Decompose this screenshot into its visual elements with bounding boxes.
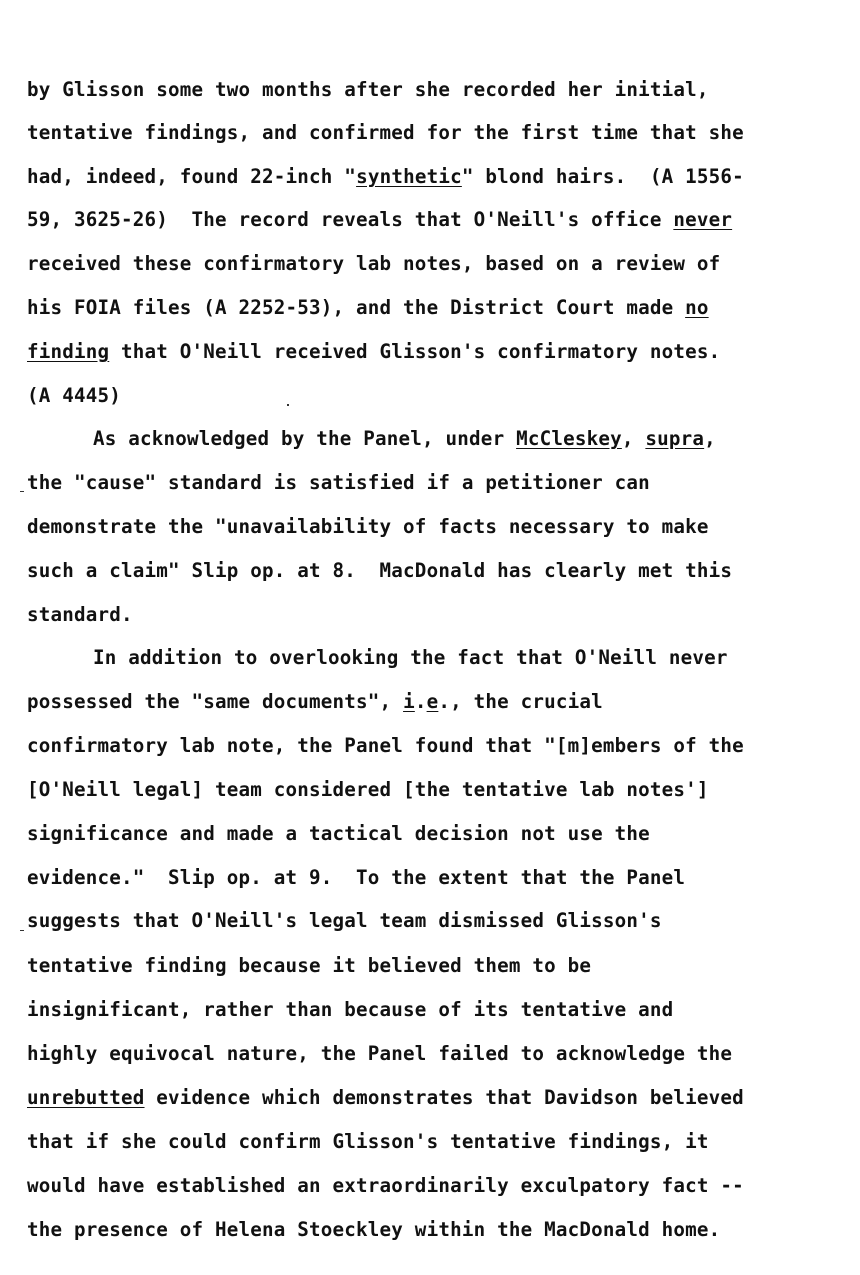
text-line-3: had, indeed, found 22-inch "synthetic" blond hairs. (A 1556- [27, 165, 744, 188]
text-line-9: As acknowledged by the Panel, under McCleskey, supra, [93, 427, 716, 450]
text-line-23: highly equivocal nature, the Panel failed to acknowledge the [27, 1042, 733, 1065]
stray-tick-2 [20, 930, 24, 931]
underlined-i: i [403, 690, 415, 713]
text-line-4: 59, 3625-26) The record reveals that O'Neill's office never [27, 208, 733, 231]
underlined-synthetic: synthetic [356, 165, 462, 188]
text-line-18: significance and made a tactical decision not use the [27, 822, 650, 845]
text-line-7: finding that O'Neill received Glisson's confirmatory notes. [27, 340, 721, 363]
text-line-16: confirmatory lab note, the Panel found that "[m]embers of the [27, 734, 744, 757]
text-line-25: that if she could confirm Glisson's tentative findings, it [27, 1130, 709, 1153]
text-line-6: his FOIA files (A 2252-53), and the District Court made no [27, 296, 709, 319]
text-line-19: evidence." Slip op. at 9. To the extent that the Panel [27, 866, 686, 889]
underlined-never: never [673, 208, 733, 231]
underlined-unrebutted: unrebutted [27, 1086, 145, 1109]
text-line-5: received these confirmatory lab notes, based on a review of [27, 252, 721, 275]
text-line-24: unrebutted evidence which demonstrates that Davidson believed [27, 1086, 744, 1109]
underlined-supra: supra [645, 427, 705, 450]
text-line-27: the presence of Helena Stoeckley within the MacDonald home. [27, 1218, 721, 1241]
underlined-e: e [426, 690, 439, 713]
text-line-12: such a claim" Slip op. at 8. MacDonald has clearly met this [27, 559, 733, 582]
text-line-20: suggests that O'Neill's legal team dismissed Glisson's [27, 909, 662, 932]
text-line-1: by Glisson some two months after she recorded her initial, [27, 78, 709, 101]
text-line-8: (A 4445) [27, 384, 122, 407]
text-line-11: demonstrate the "unavailability of facts necessary to make [27, 515, 709, 538]
text-line-21: tentative finding because it believed them to be [27, 954, 592, 977]
stray-tick [20, 491, 24, 492]
underlined-finding: finding [27, 340, 110, 363]
text-line-14: In addition to overlooking the fact that O'Neill never [93, 646, 728, 669]
text-line-2: tentative findings, and confirmed for the first time that she [27, 121, 744, 144]
text-line-15: possessed the "same documents", i.e., the crucial [27, 690, 603, 713]
underlined-mccleskey: McCleskey [516, 427, 622, 450]
underlined-no: no [685, 296, 709, 319]
text-line-26: would have established an extraordinarily exculpatory fact -- [27, 1174, 744, 1197]
stray-dot [287, 404, 289, 406]
text-line-17: [O'Neill legal] team considered [the tentative lab notes'] [27, 778, 709, 801]
text-line-10: the "cause" standard is satisfied if a petitioner can [27, 471, 650, 494]
text-line-22: insignificant, rather than because of its tentative and [27, 998, 674, 1021]
text-line-13: standard. [27, 603, 133, 626]
